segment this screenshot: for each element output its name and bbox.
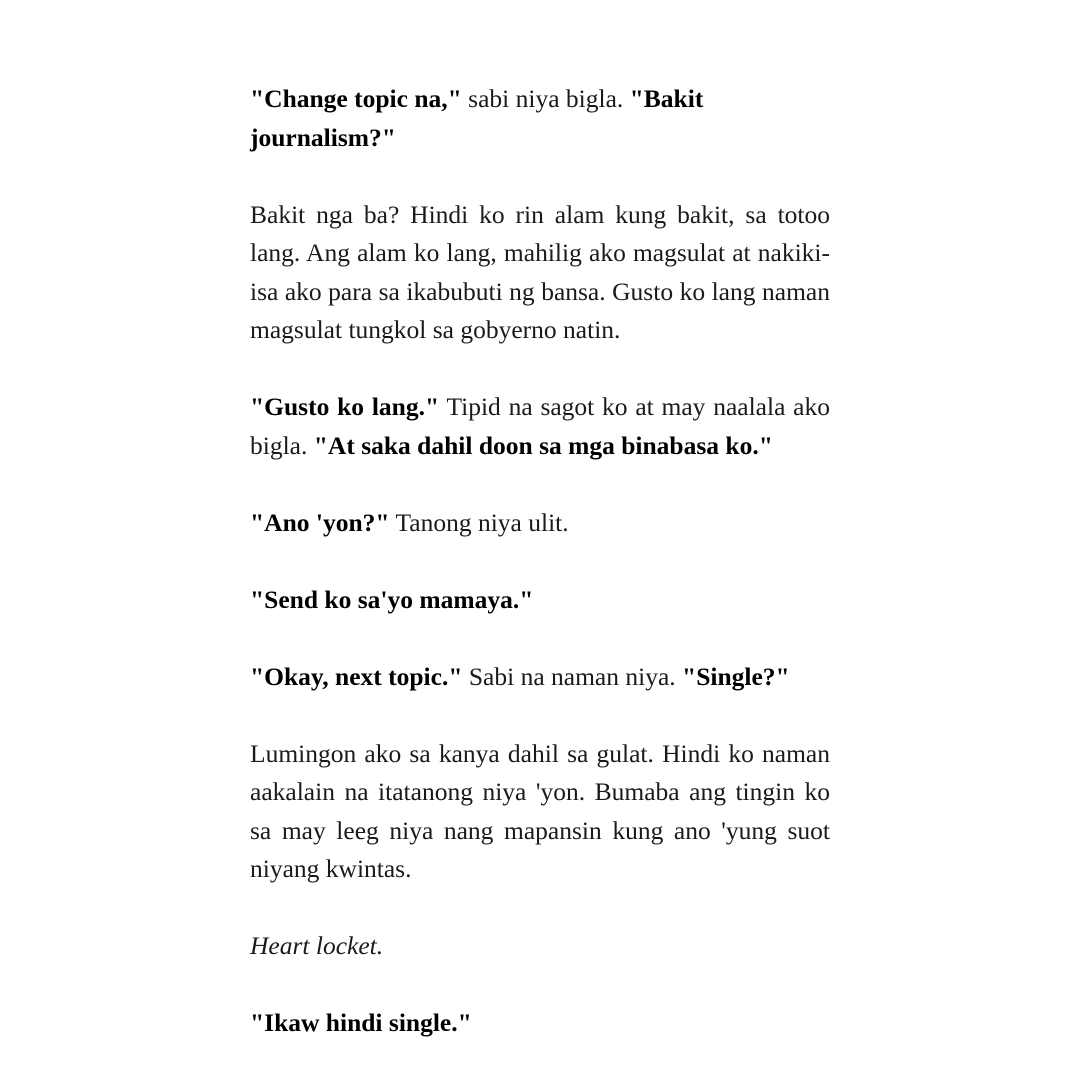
dialogue: "Send ko sa'yo mamaya." (250, 584, 534, 614)
dialogue: "Change topic na," (250, 84, 462, 113)
narration: Bakit nga ba? Hindi ko rin alam kung bakit, sa totoo lang. Ang alam ko lang, mahilig ako magsulat at nakiki-isa ako para sa ikabubuti ng bansa. Gusto ko lang naman magsulat tungkol sa gobyerno natin. (250, 199, 830, 344)
paragraph-2 (250, 196, 830, 350)
paragraph-1 (250, 80, 830, 157)
narration: Lumingon ako sa kanya dahil sa gulat. Hindi ko naman aakalain na itatanong niya 'yon. Bumaba ang tingin ko sa may leeg niya nang mapansin kung ano 'yung suot niyang kwintas. (250, 738, 830, 883)
paragraph-8 (250, 927, 830, 966)
paragraph-3 (250, 388, 830, 465)
italic-thought: Heart locket. (250, 931, 384, 960)
narration: Sabi na naman niya. (462, 661, 683, 691)
paragraph-4 (250, 504, 830, 543)
story-page (250, 80, 830, 1081)
paragraph-5 (250, 581, 830, 620)
paragraph-9 (250, 1004, 830, 1043)
dialogue: "Okay, next topic." (250, 661, 463, 691)
paragraph-7 (250, 735, 830, 889)
dialogue: "Gusto ko lang." (250, 392, 440, 421)
dialogue: "Single?" (682, 661, 790, 691)
paragraph-6 (250, 658, 830, 697)
narration: Tanong niya ulit. (389, 507, 569, 537)
dialogue: "Ano 'yon?" (250, 507, 390, 537)
narration: Tipid na sagot ko at may naalala ako bigla. (250, 392, 830, 460)
narration: sabi niya bigla. (461, 84, 630, 113)
dialogue: "Bakit journalism?" (250, 84, 704, 152)
dialogue: "Ikaw hindi single." (250, 1008, 472, 1037)
dialogue: "At saka dahil doon sa mga binabasa ko." (313, 430, 773, 460)
